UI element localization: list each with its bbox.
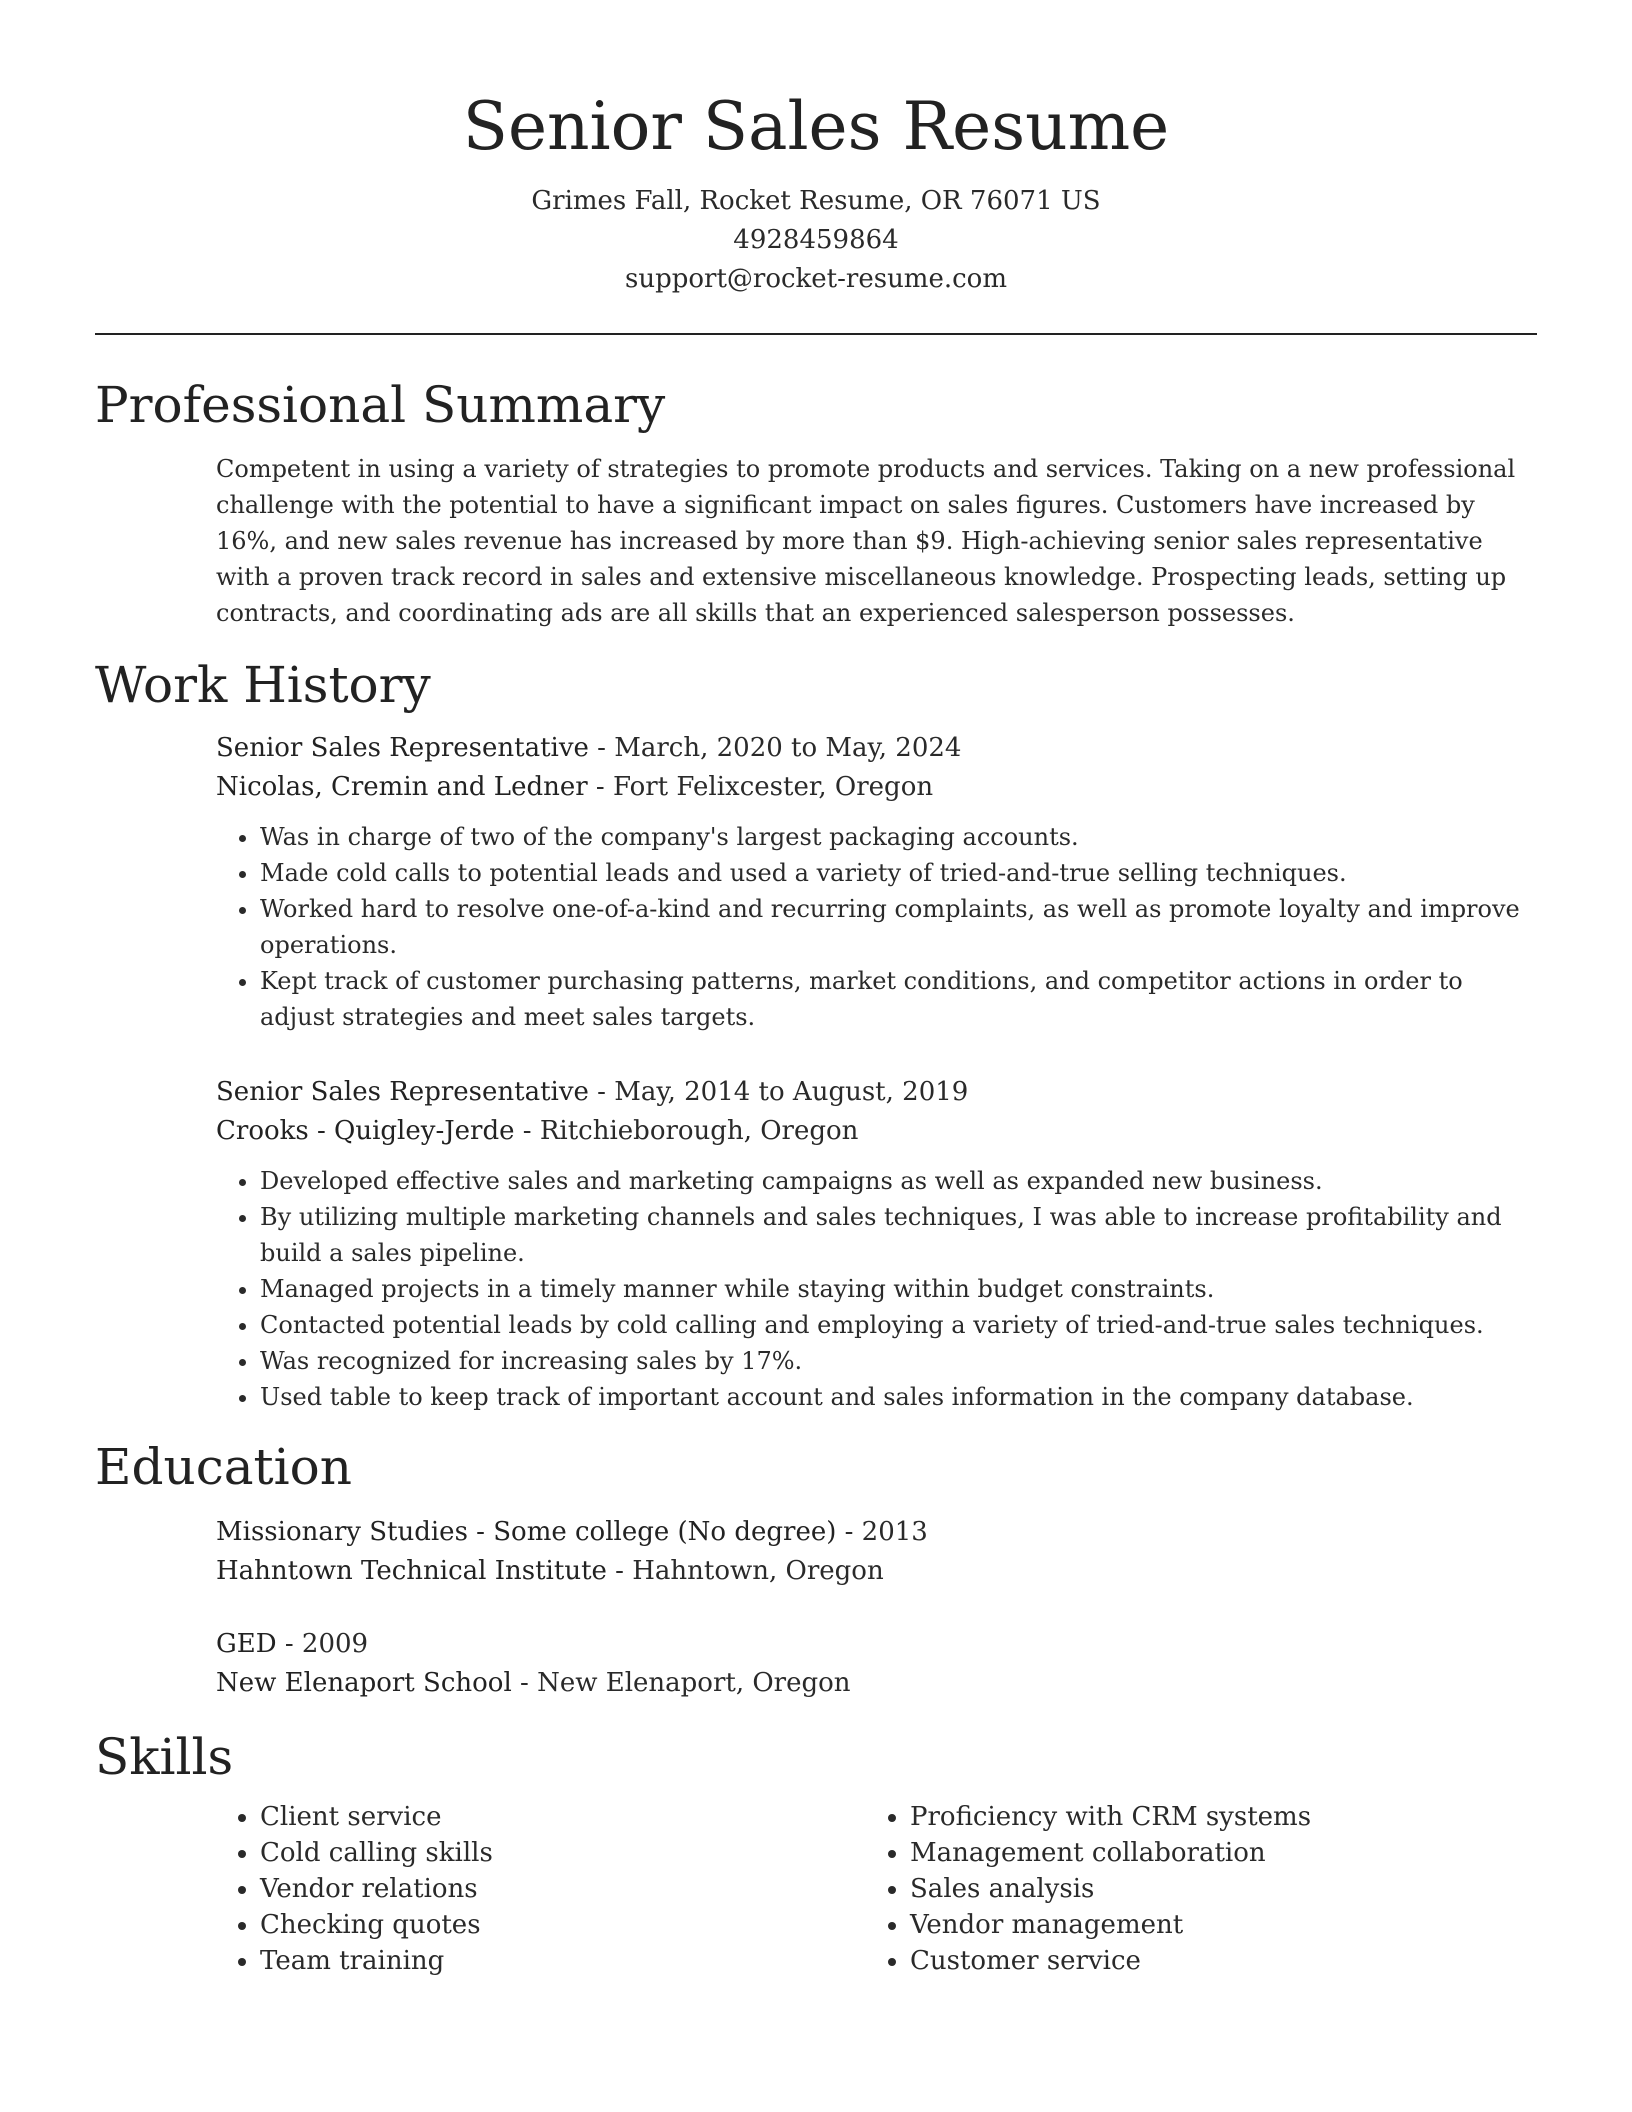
job-bullets [216,819,1537,1035]
school-location: - Hahntown, Oregon [606,1556,884,1586]
job-bullets [216,1163,1537,1415]
skill-item: • Customer service [910,1943,1516,1979]
job-company: Nicolas, Cremin and Ledner [216,772,588,802]
work-history-section [95,653,1537,1415]
skills-grid [216,1799,1537,1979]
degree-name: Missionary Studies - Some college (No degree) [216,1517,837,1547]
resume-header [95,0,1537,335]
skills-column-right [866,1799,1516,1979]
job-bullet: • Worked hard to resolve one-of-a-kind and recurring complaints, as well as promote loyalty and improve operations. [260,891,1537,963]
job-bullet: • Made cold calls to potential leads and used a variety of tried-and-true selling techniques. [260,855,1537,891]
degree-name: GED [216,1629,277,1659]
skills-heading: Skills [95,1728,234,1786]
skill-item: • Vendor relations [260,1871,866,1907]
job-dates: - May, 2014 to August, 2019 [588,1077,969,1107]
skills-section [95,1725,1537,1979]
skills-column-left [216,1799,866,1979]
skill-item: • Team training [260,1943,866,1979]
contact-address: Grimes Fall, Rocket Resume, OR 76071 US [531,186,1101,216]
skill-item: • Proficiency with CRM systems [910,1799,1516,1835]
skill-item: • Management collaboration [910,1835,1516,1871]
summary-heading: Professional Summary [95,376,666,434]
skill-item: • Cold calling skills [260,1835,866,1871]
skill-item: • Checking quotes [260,1907,866,1943]
school-name: Hahntown Technical Institute [216,1556,607,1586]
job-bullet: • Managed projects in a timely manner while staying within budget constraints. [260,1271,1537,1307]
work-history-heading: Work History [95,656,431,714]
job-location: - Fort Felixcester, Oregon [587,772,934,802]
degree-year: - 2013 [836,1517,928,1547]
education-entry [216,1513,1537,1591]
job-location: - Ritchieborough, Oregon [514,1116,859,1146]
contact-phone: 4928459864 [733,225,899,255]
education-heading: Education [95,1438,352,1496]
job-bullet: • Used table to keep track of important account and sales information in the company database. [260,1379,1537,1415]
skill-item: • Client service [260,1799,866,1835]
job-company-line [216,1112,1537,1151]
contact-email: support@rocket-resume.com [624,264,1007,294]
degree-line [216,1513,1537,1552]
job-dates: - March, 2020 to May, 2024 [588,733,962,763]
school-line [216,1664,1537,1703]
contact-block [95,182,1537,299]
degree-line [216,1625,1537,1664]
job-company-line [216,768,1537,807]
job-bullet: • Was recognized for increasing sales by 17%. [260,1343,1537,1379]
job-bullet: • Contacted potential leads by cold calling and employing a variety of tried-and-true sales techniques. [260,1307,1537,1343]
education-entry [216,1625,1537,1703]
summary-section [95,373,1537,631]
education-section [95,1435,1537,1703]
skill-item: • Sales analysis [910,1871,1516,1907]
resume-page [95,0,1537,1979]
job-bullet: • By utilizing multiple marketing channels and sales techniques, I was able to increase profitability and build a sales pipeline. [260,1199,1537,1271]
header-divider [95,333,1537,335]
job-company: Crooks - Quigley-Jerde [216,1116,515,1146]
job-entry [216,729,1537,1035]
job-title: Senior Sales Representative [216,1077,589,1107]
school-name: New Elenaport School [216,1668,512,1698]
school-location: - New Elenaport, Oregon [511,1668,851,1698]
skill-item: • Vendor management [910,1907,1516,1943]
job-bullet: • Kept track of customer purchasing patterns, market conditions, and competitor actions in order to adjust strategies and meet sales targets. [260,963,1537,1035]
job-title: Senior Sales Representative [216,733,589,763]
job-bullet: • Developed effective sales and marketing campaigns as well as expanded new business. [260,1163,1537,1199]
degree-year: - 2009 [276,1629,369,1659]
job-title-line [216,1073,1537,1112]
job-entry [216,1073,1537,1415]
school-line [216,1552,1537,1591]
summary-text: Competent in using a variety of strategies to promote products and services. Taking on a new professional challenge with the potential to have a significant impact on sales figures. Customers have increased by 16%, and new sales revenue has increased by more than $9. High-achieving senior sales representative with a proven track record in sales and extensive miscellaneous knowledge. Prospecting leads, setting up contracts, and coordinating ads are all skills that an experienced salesperson possesses. [216,455,1516,627]
job-bullet: • Was in charge of two of the company's largest packaging accounts. [260,819,1537,855]
job-title-line [216,729,1537,768]
resume-title: Senior Sales Resume [462,88,1170,165]
